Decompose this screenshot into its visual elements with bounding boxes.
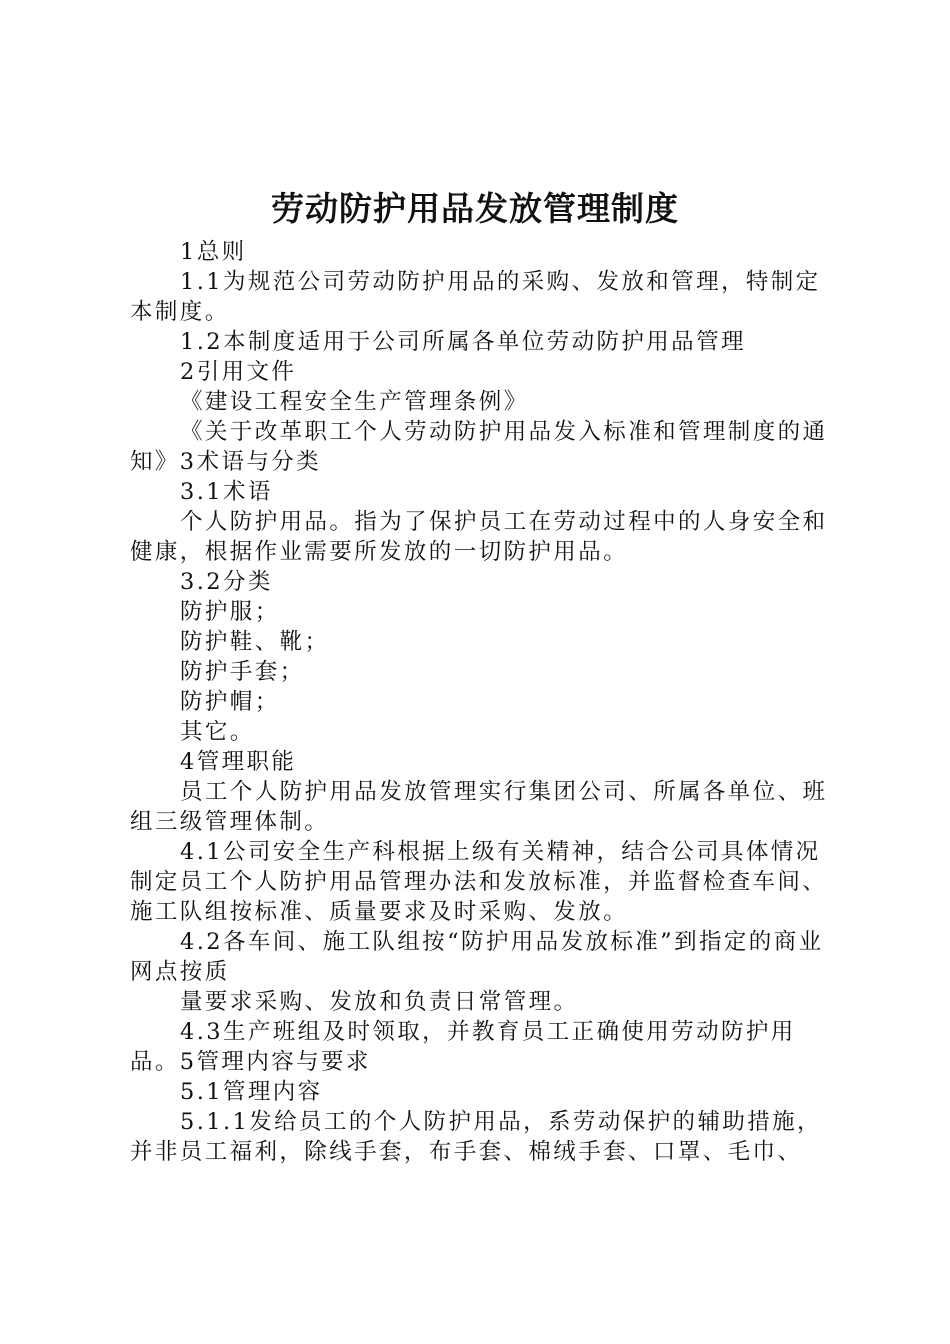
subsection-heading: 5.1管理内容 (180, 1079, 323, 1105)
subsection-heading: 3.2分类 (180, 569, 273, 595)
document-title: 劳动防护用品发放管理制度 (271, 189, 679, 228)
paragraph: 4.1公司安全生产科根据上级有关精神，结合公司具体情况制定员工个人防护用品管理办法和发放标准，并监督检查车间、施工队组按标准、质量要求及时采购、发放。 (130, 839, 828, 925)
section-heading: 2引用文件 (180, 359, 297, 385)
paragraph: 4.2各车间、施工队组按“防护用品发放标准”到指定的商业网点按质 (130, 929, 824, 985)
paragraph: 员工个人防护用品发放管理实行集团公司、所属各单位、班组三级管理体制。 (130, 779, 828, 835)
paragraph: 4.3生产班组及时领取，并教育员工正确使用劳动防护用品。5管理内容与要求 (130, 1019, 796, 1075)
section-heading: 4管理职能 (180, 749, 297, 775)
list-item: 防护帽； (180, 689, 280, 715)
list-item: 防护鞋、靴； (180, 629, 330, 655)
reference-item: 《建设工程安全生产管理条例》 (180, 389, 529, 415)
paragraph: 1.2本制度适用于公司所属各单位劳动防护用品管理 (180, 329, 746, 355)
list-item: 其它。 (180, 719, 255, 745)
section-heading: 1总则 (180, 239, 247, 265)
list-item: 防护服； (180, 599, 280, 625)
document-body (130, 237, 832, 1167)
paragraph: 1.1为规范公司劳动防护用品的采购、发放和管理，特制定本制度。 (130, 269, 821, 325)
paragraph: 个人防护用品。指为了保护员工在劳动过程中的人身安全和健康，根据作业需要所发放的一切防护用品。 (130, 509, 828, 565)
list-item: 防护手套； (180, 659, 305, 685)
reference-item: 《关于改革职工个人劳动防护用品发入标准和管理制度的通知》3术语与分类 (130, 419, 828, 475)
paragraph: 量要求采购、发放和负责日常管理。 (180, 989, 579, 1015)
subsection-heading: 3.1术语 (180, 479, 273, 505)
paragraph: 5.1.1发给员工的个人防护用品，系劳动保护的辅助措施，并非员工福利，除线手套，布手套、棉绒手套、口罩、毛巾、 (130, 1109, 822, 1165)
